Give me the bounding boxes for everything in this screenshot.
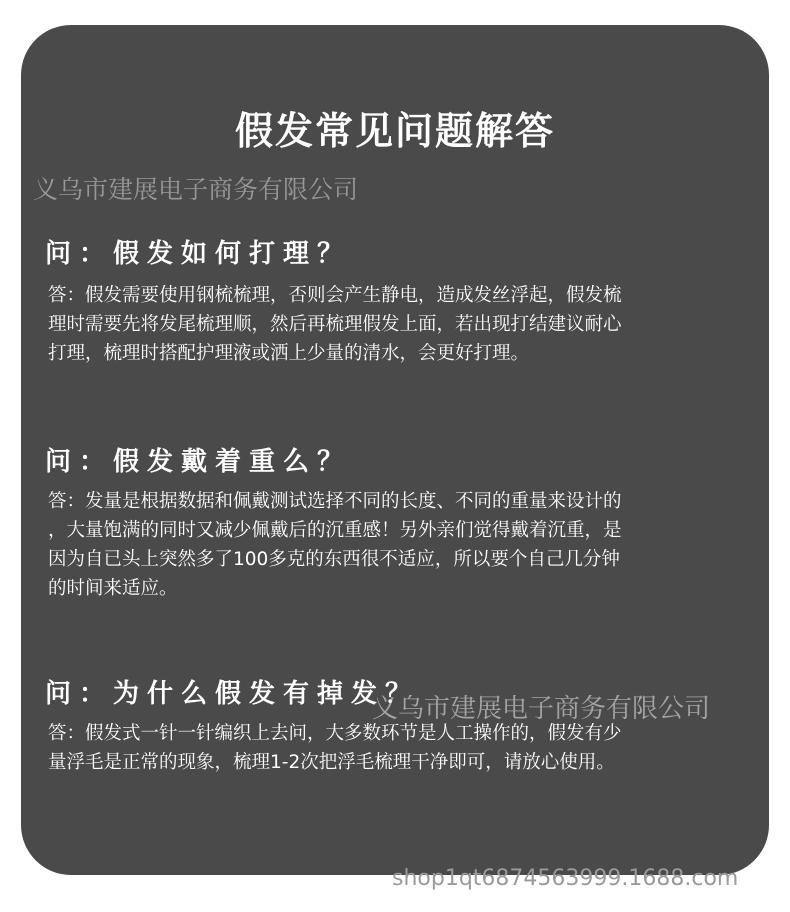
answer-line: 打理，梳理时搭配护理液或洒上少量的清水，会更好打理。 — [48, 343, 530, 364]
answer-line: 理时需要先将发尾梳理顺，然后再梳理假发上面，若出现打结建议耐心 — [48, 314, 622, 335]
answer-line: 的时间来适应。 — [48, 578, 178, 599]
answer-line: 答：假发式一针一针编织上去问，大多数环节是人工操作的，假发有少 — [48, 723, 622, 744]
shop-watermark: shop1qt6874563999.1688.com — [392, 866, 739, 891]
answer-line: ，大量饱满的同时又减少佩戴后的沉重感！另外亲们觉得戴着沉重，是 — [48, 520, 622, 541]
faq-answer-2 — [48, 487, 738, 603]
faq-answer-1 — [48, 281, 738, 368]
answer-line: 答：发量是根据数据和佩戴测试选择不同的长度、不同的重量来设计的 — [48, 491, 622, 512]
page-title: 假发常见问题解答 — [234, 109, 555, 153]
answer-line: 答：假发需要使用钢梳梳理，否则会产生静电，造成发丝浮起，假发梳 — [48, 285, 622, 306]
company-watermark: 义乌市建展电子商务有限公司 — [33, 175, 359, 204]
answer-line: 因为自已头上突然多了100多克的东西很不适应，所以要个自己几分钟 — [48, 549, 620, 570]
answer-line: 量浮毛是正常的现象，梳理1-2次把浮毛梳理干净即可，请放心使用。 — [48, 752, 615, 773]
company-watermark: 义乌市建展电子商务有限公司 — [372, 694, 711, 724]
faq-question-2: 问：假发戴着重么？ — [45, 447, 352, 477]
faq-answer-3 — [48, 719, 738, 777]
faq-question-3: 问：为什么假发有掉发？ — [45, 679, 420, 709]
faq-question-1: 问：假发如何打理？ — [45, 239, 352, 269]
